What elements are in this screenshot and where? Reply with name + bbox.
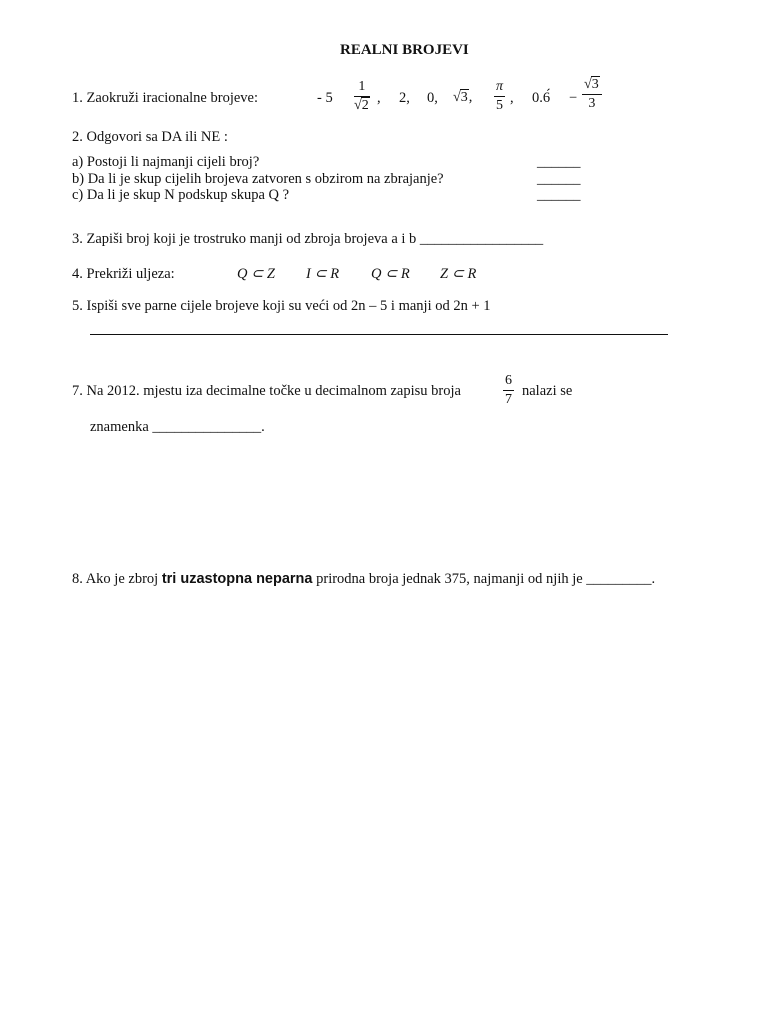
q7-text-tail: nalazi se — [522, 383, 573, 399]
question-4-text: 4. Prekriži uljeza: — [72, 266, 175, 282]
q1-five-denominator: 5 — [496, 98, 503, 113]
q7-fraction-six-sevenths — [503, 374, 514, 407]
question-8-text: 8. Ako je zbroj tri uzastopna neparna prirodna broja jednak 375, najmanji od njih je _________. — [72, 571, 656, 587]
q1-comma: , — [377, 90, 381, 106]
q7-answer-line[interactable]: znamenka _______________. — [90, 419, 265, 435]
q1-number-minus-five: - 5 — [317, 90, 333, 106]
q1-comma: , — [510, 90, 514, 106]
q4-option-1[interactable]: Q ⊂ Z — [237, 266, 275, 282]
sqrt-symbol: √2 — [354, 98, 369, 113]
q7-fraction-numerator: 6 — [505, 373, 512, 388]
q2-item-b: b) Da li je skup cijelih brojeva zatvoren s obzirom na zbrajanje? — [72, 171, 444, 187]
q1-fraction-denominator: 2 — [361, 98, 369, 113]
q1-fraction-numerator: 1 — [358, 79, 366, 94]
q1-repeating-decimal: 0.6́ — [532, 90, 551, 106]
q5-answer-line[interactable] — [90, 334, 668, 335]
question-7-text: 7. Na 2012. mjestu iza decimalne točke u decimalnom zapisu broja — [72, 383, 461, 399]
q1-number-two: 2, — [399, 90, 410, 106]
q2-item-a-answer-blank[interactable]: ______ — [537, 154, 581, 170]
page-title: REALNI BROJEVI — [340, 42, 469, 58]
q1-pi-numerator: π — [496, 79, 504, 94]
question-2-text: 2. Odgovori sa DA ili NE : — [72, 129, 228, 145]
q4-option-3[interactable]: Q ⊂ R — [371, 266, 410, 282]
question-5-text: 5. Ispiši sve parne cijele brojeve koji su veći od 2n – 5 i manji od 2n + 1 — [72, 298, 491, 314]
sqrt-symbol: √3 — [584, 77, 599, 92]
question-3-text: 3. Zapiši broj koji je trostruko manji od zbroja brojeva a i b _________________ — [72, 231, 544, 247]
q1-minus-sign: − — [569, 90, 578, 106]
q4-option-2[interactable]: I ⊂ R — [306, 266, 340, 282]
q2-item-a: a) Postoji li najmanji cijeli broj? — [72, 154, 260, 170]
q1-fraction-numerator: 3 — [591, 77, 599, 92]
q7-fraction-denominator: 7 — [505, 392, 512, 407]
q2-item-b-answer-blank[interactable]: ______ — [537, 171, 581, 187]
q8-bold-phrase: tri uzastopna neparna — [161, 571, 313, 587]
q1-fraction-pi-over-five — [494, 80, 505, 113]
q1-fraction-sqrt3-over-three — [582, 78, 602, 111]
sqrt-symbol: √3 — [453, 90, 468, 105]
q1-fraction-denominator: 3 — [588, 96, 596, 111]
q1-number-zero: 0, — [427, 90, 438, 106]
q4-option-4[interactable]: Z ⊂ R — [440, 266, 477, 282]
question-1-text: 1. Zaokruži iracionalne brojeve: — [72, 90, 259, 106]
q2-item-c-answer-blank[interactable]: ______ — [537, 187, 581, 203]
q1-sqrt-three: √3, — [453, 89, 473, 105]
q2-item-c: c) Da li je skup N podskup skupa Q ? — [72, 187, 290, 203]
q1-fraction-one-over-sqrt2 — [354, 80, 370, 113]
